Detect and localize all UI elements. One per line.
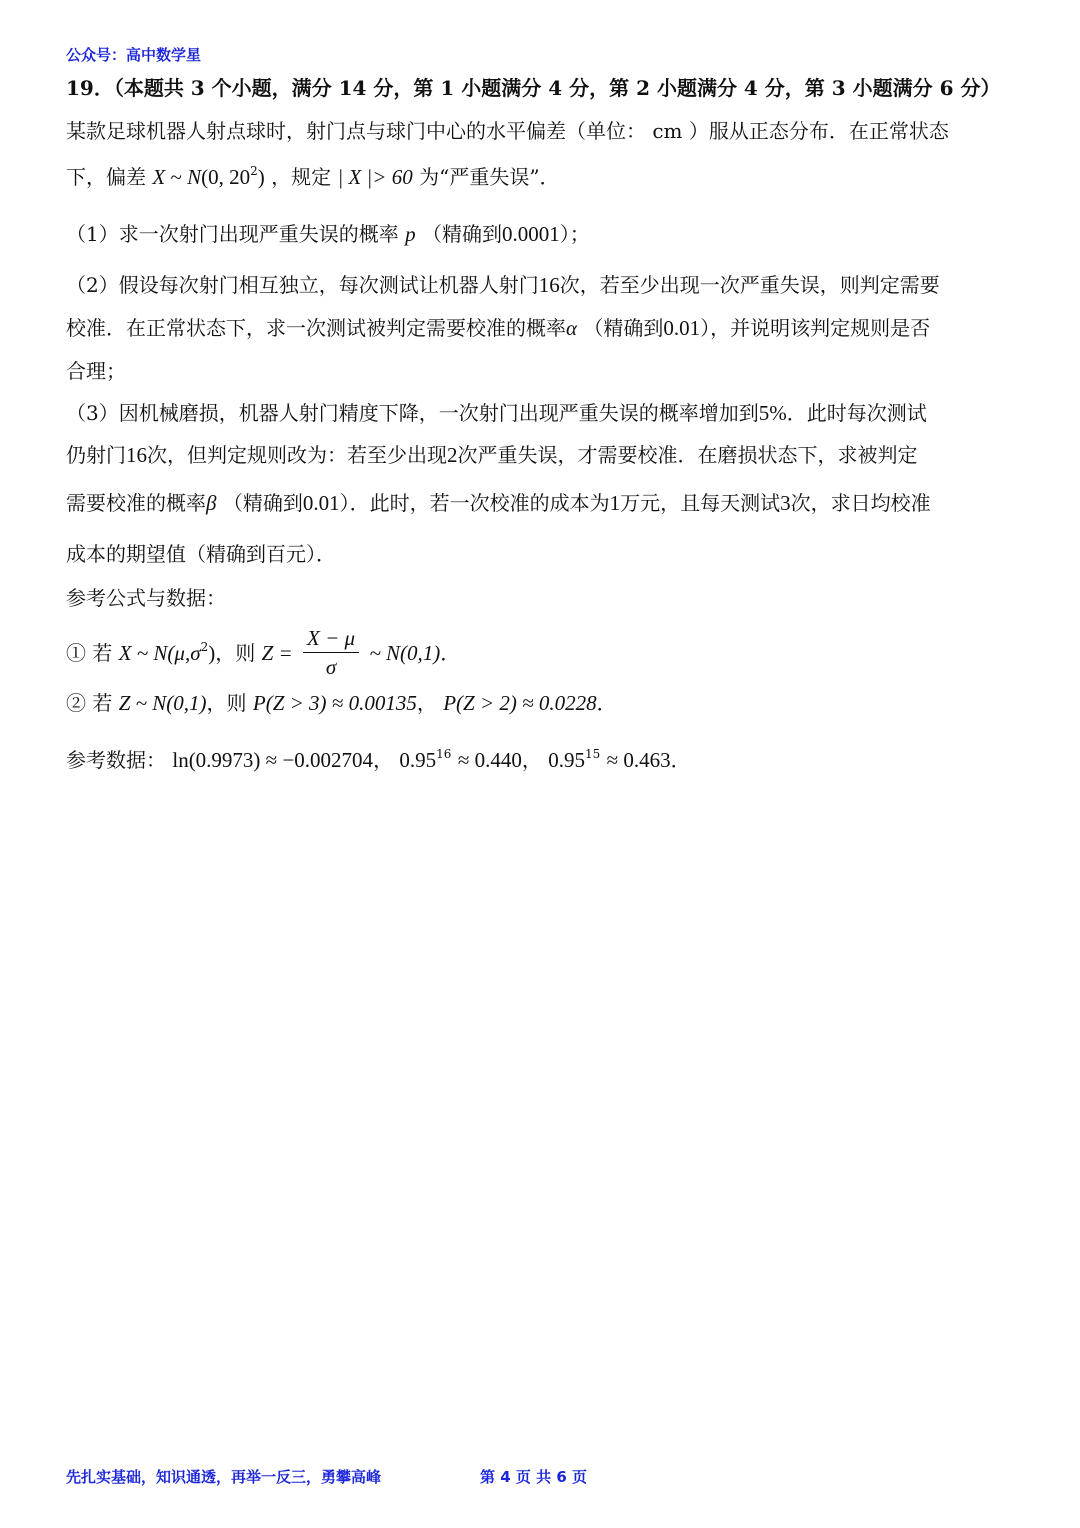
- q3-text-f: 需要校准的概率: [66, 491, 206, 515]
- q3-line-3: [66, 489, 1020, 517]
- circled-1: ①: [66, 641, 86, 665]
- pow15-base: 0.95: [548, 748, 585, 772]
- percent-5: 5%: [758, 401, 787, 425]
- item1-end: ．: [440, 641, 461, 665]
- var-alpha: α: [566, 316, 578, 340]
- item2-then: ，则: [206, 691, 247, 715]
- q3-text-b: ．此时每次测试: [786, 401, 927, 425]
- intro-text-b: ，规定: [271, 165, 332, 189]
- reference-item-1: [66, 626, 1020, 679]
- item1-square: 2: [200, 640, 209, 654]
- reference-item-2: [66, 689, 1020, 717]
- footer-slogan: 先扎实基础，知识通透，再举一反三，勇攀高峰: [66, 1468, 382, 1486]
- q3-text-j: 次，求日均校准: [790, 491, 931, 515]
- q3-text-i: 万元，且每天测试: [620, 491, 781, 515]
- normal-close: ): [257, 165, 265, 189]
- data-sep-1: ，: [373, 748, 394, 772]
- pow16-val: ≈ 0.440: [457, 748, 522, 772]
- page-number: 第 4 页 共 6 页: [480, 1468, 587, 1486]
- item1-then: ，则: [215, 641, 256, 665]
- intro-text-c: 为“严重失误”．: [419, 165, 560, 189]
- normal-args: (0, 20: [201, 165, 251, 189]
- pow15-val: ≈ 0.463: [606, 748, 671, 772]
- q3-line-4: 成本的期望值（精确到百元）．: [66, 542, 336, 566]
- var-x: X: [152, 165, 166, 189]
- q3-text-g: （精确到: [222, 491, 303, 515]
- item1-if: 若: [92, 641, 113, 665]
- item2-p2: P(Z > 2) ≈ 0.0228: [443, 691, 597, 715]
- item2-dist: Z ~ N(0,1): [118, 691, 207, 715]
- q3-line-1: [66, 399, 1020, 427]
- var-n: N: [187, 165, 202, 189]
- var-p: p: [405, 222, 416, 246]
- data-end: ．: [670, 748, 691, 772]
- data-heading: 参考数据：: [66, 748, 166, 772]
- shots-16: 16: [538, 273, 560, 297]
- var-beta: β: [206, 491, 217, 515]
- q1-text-c: ）；: [559, 222, 590, 246]
- square-exp: 2: [250, 164, 258, 178]
- q2-text-e: ），并说明该判定规则是否: [700, 316, 931, 340]
- alpha-precision: 0.01: [663, 316, 701, 340]
- standardize-fraction: [303, 626, 359, 679]
- q2-line-1: [66, 271, 1020, 299]
- q1-text-a: （1）求一次射门出现严重失误的概率: [66, 222, 399, 246]
- intro-line-2: [66, 163, 1020, 191]
- item2-end: ．: [596, 691, 617, 715]
- tests-3: 3: [780, 491, 791, 515]
- data-ln: ln(0.9973) ≈ −0.002704: [172, 748, 374, 772]
- q2-line-2: [66, 314, 1020, 342]
- pow16-base: 0.95: [399, 748, 437, 772]
- fraction-numerator: X − μ: [303, 626, 359, 653]
- item1-dist: X ~ N(μ,σ: [118, 641, 201, 665]
- item1-z: Z =: [261, 641, 293, 665]
- question-title: 19．（本题共 3 个小题，满分 14 分，第 1 小题满分 4 分，第 2 小题满分 4 分，第 3 小题满分 6 分）: [66, 76, 1001, 100]
- q2-line-3: 合理；: [66, 359, 126, 383]
- circled-2: ②: [66, 691, 86, 715]
- q3-text-e: 次严重失误，才需要校准．在磨损状态下，求被判定: [457, 443, 918, 467]
- q1-text-b: （精确到: [421, 222, 502, 246]
- pow16-exp: 16: [436, 747, 452, 761]
- q3-line-2: [66, 441, 1020, 469]
- reference-heading: 参考公式与数据：: [66, 586, 226, 610]
- shots-16-b: 16: [126, 443, 147, 467]
- q2-text-a: （2）假设每次射门相互独立，每次测试让机器人射门: [66, 273, 539, 297]
- q2-text-c: 校准．在正常状态下，求一次测试被判定需要校准的概率: [66, 316, 566, 340]
- count-2: 2: [447, 443, 458, 467]
- q3-text-d: 次，但判定规则改为：若至少出现: [147, 443, 447, 467]
- reference-data: [66, 746, 1020, 774]
- intro-line-1: 某款足球机器人射点球时，射门点与球门中心的水平偏差（单位： cm ）服从正态分布．在正常状态: [66, 119, 949, 143]
- beta-precision: 0.01: [302, 491, 340, 515]
- source-header: 公众号：高中数学星: [66, 46, 202, 64]
- item1-close: ): [208, 641, 216, 665]
- q1-line: [66, 220, 1020, 248]
- q3-text-h: ）．此时，若一次校准的成本为: [339, 491, 610, 515]
- item1-tail: ~ N(0,1): [369, 641, 441, 665]
- tilde: ~: [165, 165, 188, 189]
- q3-text-c: 仍射门: [66, 443, 126, 467]
- item2-if: 若: [92, 691, 113, 715]
- fraction-denominator: σ: [325, 655, 337, 679]
- item2-p3: P(Z > 3) ≈ 0.00135: [252, 691, 417, 715]
- p-precision: 0.0001: [501, 222, 560, 246]
- q2-text-d: （精确到: [583, 316, 664, 340]
- q3-text-a: （3）因机械磨损，机器人射门精度下降，一次射门出现严重失误的概率增加到: [66, 401, 759, 425]
- q2-text-b: 次，若至少出现一次严重失误，则判定需要: [559, 273, 940, 297]
- data-sep-2: ，: [521, 748, 542, 772]
- item2-sep: ，: [416, 691, 437, 715]
- abs-condition: | X |> 60: [337, 165, 413, 189]
- intro-text-a: 下，偏差: [66, 165, 146, 189]
- cost-1: 1: [609, 491, 621, 515]
- pow15-exp: 15: [584, 747, 601, 761]
